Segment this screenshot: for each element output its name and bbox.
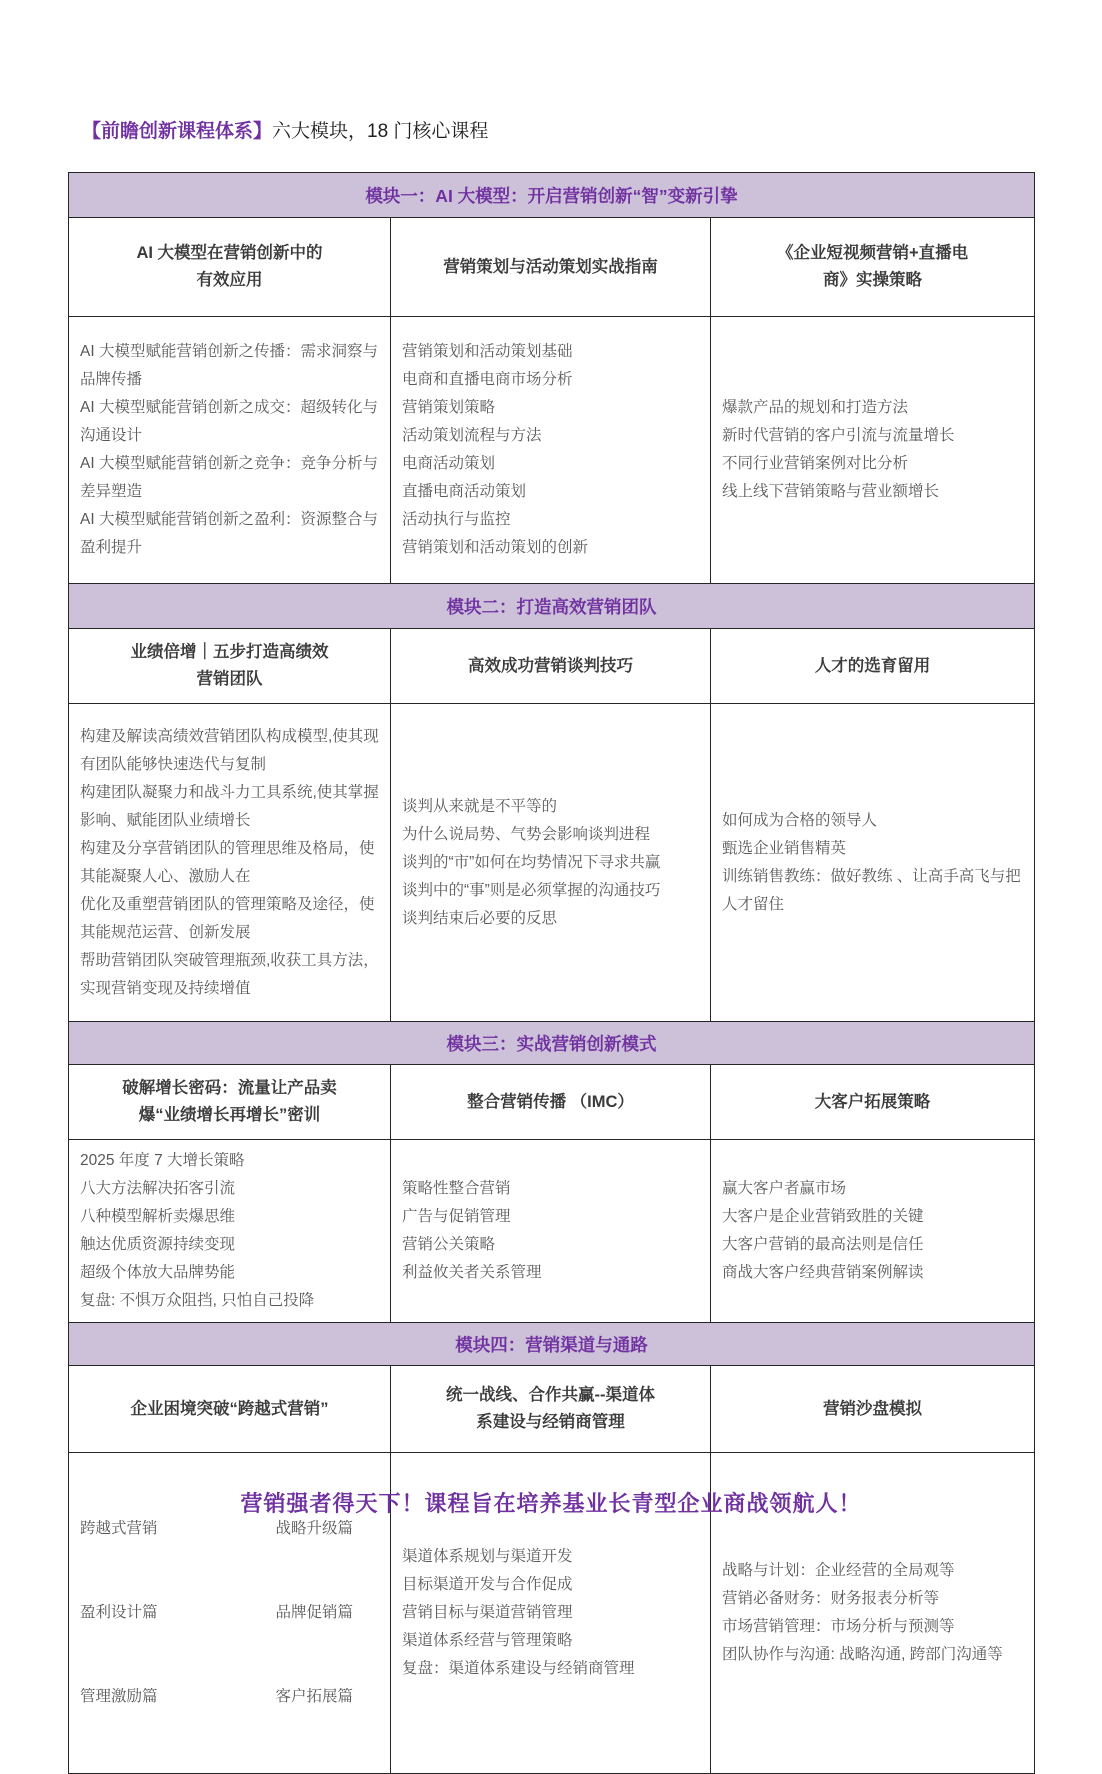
module-1-col-3-content: 爆款产品的规划和打造方法 新时代营销的客户引流与流量增长 不同行业营销案例对比分析 线上线下营销策略与营业额增长 — [711, 317, 1035, 584]
module-4-header-row — [69, 1366, 1035, 1453]
module-3-col-2-content: 策略性整合营销 广告与促销管理 营销公关策略 利益攸关者关系管理 — [391, 1140, 711, 1323]
course-pair-left: 跨越式营销 — [80, 1520, 158, 1537]
footer-slogan: 营销强者得天下！课程旨在培养基业长青型企业商战领航人！ — [240, 1491, 862, 1516]
module-4-col-2-content: 渠道体系规划与渠道开发 目标渠道开发与合作促成 营销目标与渠道营销管理 渠道体系经营与管理策略 复盘：渠道体系建设与经销商管理 — [391, 1453, 711, 1774]
course-pair-right: 战略升级篇 — [275, 1520, 353, 1537]
module-2-band: 模块二：打造高效营销团队 — [69, 584, 1035, 629]
module-4-band-row — [69, 1323, 1035, 1366]
course-pair — [80, 1515, 379, 1543]
module-2-col-1-header: 业绩倍增｜五步打造高绩效 营销团队 — [69, 629, 391, 704]
module-1-col-1-header: AI 大模型在营销创新中的 有效应用 — [69, 218, 391, 317]
course-pair-left: 盈利设计篇 — [80, 1604, 158, 1621]
title-subtext: 六大模块，18 门核心课程 — [272, 121, 489, 142]
module-3-col-3-content: 赢大客户者赢市场 大客户是企业营销致胜的关键 大客户营销的最高法则是信任 商战大客户经典营销案例解读 — [711, 1140, 1035, 1323]
course-table — [68, 172, 1035, 1774]
module-2-col-3-header: 人才的选育留用 — [711, 629, 1035, 704]
page-title — [82, 120, 488, 144]
module-1-band-row — [69, 173, 1035, 218]
course-pair — [80, 1599, 379, 1627]
module-3-col-1-header: 破解增长密码：流量让产品卖 爆“业绩增长再增长”密训 — [69, 1065, 391, 1140]
course-pair-left: 管理激励篇 — [80, 1688, 158, 1705]
course-pair-right: 品牌促销篇 — [275, 1604, 353, 1621]
module-1-content-row — [69, 317, 1035, 584]
module-1-col-2-content: 营销策划和活动策划基础 电商和直播电商市场分析 营销策划策略 活动策划流程与方法 电商活动策划 直播电商活动策划 活动执行与监控 营销策划和活动策划的创新 — [391, 317, 711, 584]
module-3-col-3-header: 大客户拓展策略 — [711, 1065, 1035, 1140]
module-1-col-1-content: AI 大模型赋能营销创新之传播：需求洞察与品牌传播 AI 大模型赋能营销创新之成交：超级转化与沟通设计 AI 大模型赋能营销创新之竞争：竞争分析与差异塑造 AI 大模型赋能营销创新之盈利：资源整合与盈利提升 — [69, 317, 391, 584]
module-2-content-row — [69, 704, 1035, 1022]
module-3-content-row — [69, 1140, 1035, 1323]
course-pair-right: 客户拓展篇 — [275, 1688, 353, 1705]
title-highlight: 【前瞻创新课程体系】 — [82, 121, 273, 142]
module-1-col-2-header: 营销策划与活动策划实战指南 — [391, 218, 711, 317]
course-pair — [80, 1683, 379, 1711]
module-3-band: 模块三：实战营销创新模式 — [69, 1022, 1035, 1065]
module-2-col-3-content: 如何成为合格的领导人 甄选企业销售精英 训练销售教练：做好教练 、让高手高飞与把人才留住 — [711, 704, 1035, 1022]
module-2-band-row — [69, 584, 1035, 629]
module-1-header-row — [69, 218, 1035, 317]
module-2-col-2-content: 谈判从来就是不平等的 为什么说局势、气势会影响谈判进程 谈判的“市”如何在均势情况下寻求共赢 谈判中的“事”则是必须掌握的沟通技巧 谈判结束后必要的反思 — [391, 704, 711, 1022]
module-4-col-3-content: 战略与计划：企业经营的全局观等 营销必备财务：财务报表分析等 市场营销管理：市场分析与预测等 团队协作与沟通: 战略沟通, 跨部门沟通等 — [711, 1453, 1035, 1774]
module-4-col-3-header: 营销沙盘模拟 — [711, 1366, 1035, 1453]
module-2-header-row — [69, 629, 1035, 704]
module-4-col-1-header: 企业困境突破“跨越式营销” — [69, 1366, 391, 1453]
module-3-header-row — [69, 1065, 1035, 1140]
module-3-band-row — [69, 1022, 1035, 1065]
module-3-col-2-header: 整合营销传播 （IMC） — [391, 1065, 711, 1140]
module-4-col-2-header: 统一战线、合作共赢--渠道体 系建设与经销商管理 — [391, 1366, 711, 1453]
module-4-band: 模块四：营销渠道与通路 — [69, 1323, 1035, 1366]
module-1-col-3-header: 《企业短视频营销+直播电 商》实操策略 — [711, 218, 1035, 317]
module-2-col-1-content: 构建及解读高绩效营销团队构成模型,使其现有团队能够快速迭代与复制 构建团队凝聚力和战斗力工具系统,使其掌握影响、赋能团队业绩增长 构建及分享营销团队的管理思维及格局，使其能凝聚人心、激励人在 优化及重塑营销团队的管理策略及途径，使其能规范运营、创新发展 帮助营销团队突破管理瓶颈,收获工具方法，实现营销变现及持续增值 — [69, 704, 391, 1022]
module-3-col-1-content: 2025 年度 7 大增长策略 八大方法解决拓客引流 八种模型解析卖爆思维 触达优质资源持续变现 超级个体放大品牌势能 复盘: 不惧万众阻挡, 只怕自己投降 — [69, 1140, 391, 1323]
module-2-col-2-header: 高效成功营销谈判技巧 — [391, 629, 711, 704]
module-1-band: 模块一：AI 大模型：开启营销创新“智”变新引挚 — [69, 173, 1035, 218]
